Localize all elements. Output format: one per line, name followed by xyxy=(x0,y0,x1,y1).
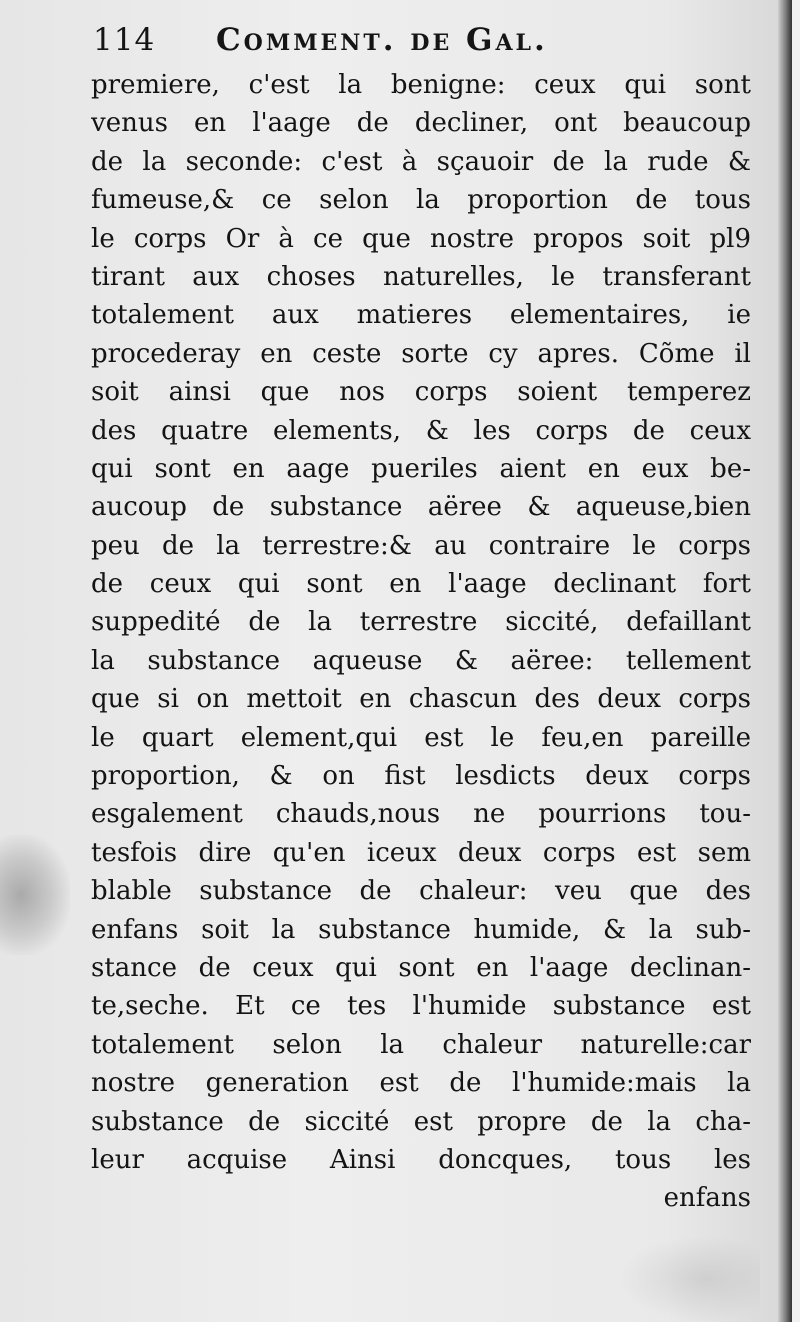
page-stain xyxy=(0,835,70,955)
text-line: proportion, & on fist lesdicts deux corps xyxy=(91,761,751,792)
text-line: que si on mettoit en chascun des deux corps xyxy=(91,684,751,715)
body-text xyxy=(91,66,751,1218)
text-line: totalement aux matieres elementaires, ie xyxy=(91,300,751,331)
text-line: esgalement chauds,nous ne pourrions tou- xyxy=(91,799,751,830)
text-line: te,seche. Et ce tes l'humide substance est xyxy=(91,991,751,1022)
page-number: 114 xyxy=(93,22,156,58)
text-line: tirant aux choses naturelles, le transferant xyxy=(91,261,751,292)
running-head: Comment. de Gal. xyxy=(216,22,548,58)
text-line: nostre generation est de l'humide:mais la xyxy=(91,1068,751,1099)
text-line: procederay en ceste sorte cy apres. Cõme il xyxy=(91,338,751,369)
text-line: aucoup de substance aëree & aqueuse,bien xyxy=(91,492,751,523)
text-line: premiere, c'est la benigne: ceux qui sont xyxy=(91,70,751,100)
text-line: fumeuse,& ce selon la proportion de tous xyxy=(91,185,751,216)
text-line: blable substance de chaleur: veu que des xyxy=(91,876,751,907)
text-line: le quart element,qui est le feu,en pareille xyxy=(91,722,751,753)
text-line: totalement selon la chaleur naturelle:car xyxy=(91,1029,751,1060)
text-line: de ceux qui sont en l'aage declinant fort xyxy=(91,569,751,600)
text-line: substance de siccité est propre de la cha- xyxy=(91,1106,751,1137)
text-line: stance de ceux qui sont en l'aage declinan- xyxy=(91,952,751,983)
catchword: enfans xyxy=(663,1183,751,1214)
text-line: peu de la terrestre:& au contraire le corps xyxy=(91,530,751,561)
page-header xyxy=(93,22,693,62)
text-line: venus en l'aage de decliner, ont beaucoup xyxy=(91,108,751,139)
text-line: suppedité de la terrestre siccité, defaillant xyxy=(91,607,751,638)
text-line: de la seconde: c'est à sçauoir de la rude & xyxy=(91,146,751,177)
text-line: enfans soit la substance humide, & la sub- xyxy=(91,914,751,945)
text-line: soit ainsi que nos corps soient temperez xyxy=(91,377,751,408)
text-line: le corps Or à ce que nostre propos soit pl9 xyxy=(91,223,751,254)
scan-margin xyxy=(792,0,800,1322)
text-line: des quatre elements, & les corps de ceux xyxy=(91,415,751,446)
page-stain xyxy=(620,1235,760,1322)
text-line: qui sont en aage pueriles aient en eux be- xyxy=(91,453,751,484)
text-line: tesfois dire qu'en iceux deux corps est sem xyxy=(91,837,751,868)
text-line: leur acquise Ainsi doncques, tous les xyxy=(91,1144,751,1175)
text-line: la substance aqueuse & aëree: tellement xyxy=(91,645,751,676)
